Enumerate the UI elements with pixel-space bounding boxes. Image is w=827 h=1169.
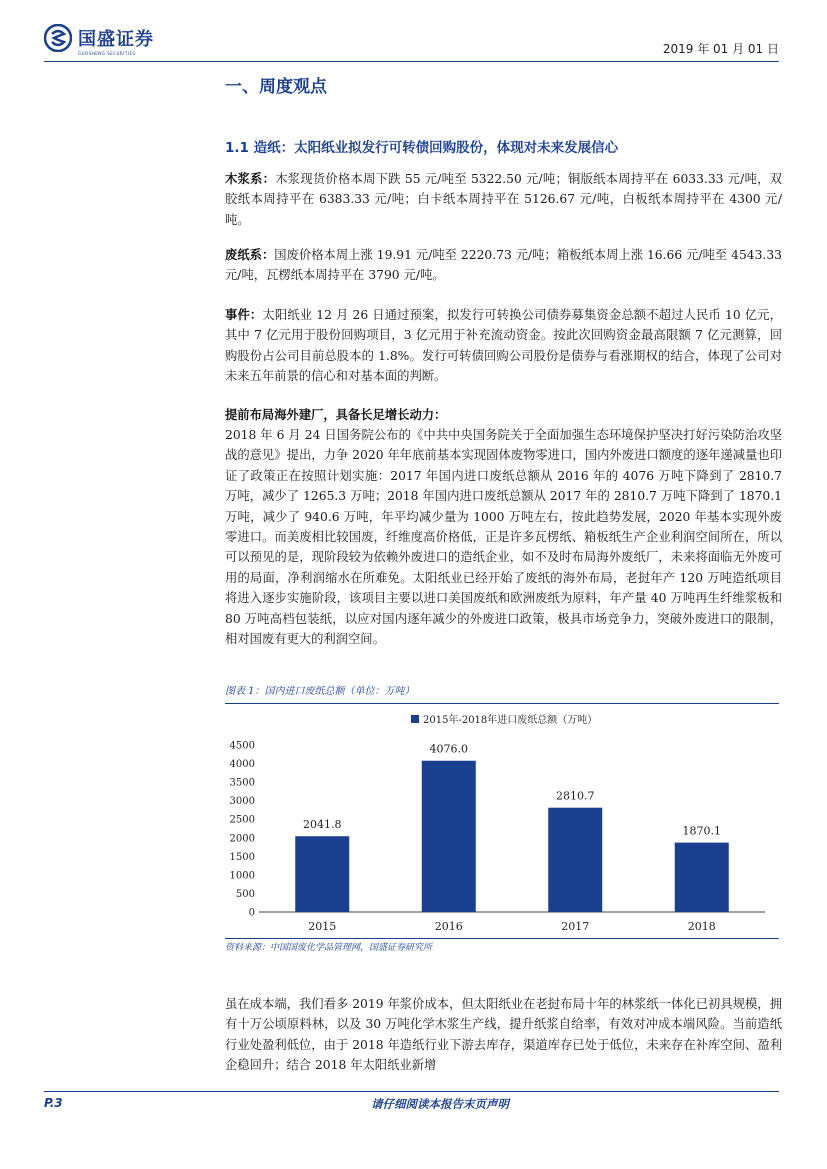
event-paragraph xyxy=(225,305,782,387)
bar-2016 xyxy=(422,761,476,912)
bar-2015 xyxy=(295,836,349,912)
x-tick-label: 2016 xyxy=(434,920,463,933)
x-tick-label: 2015 xyxy=(308,920,337,933)
figure-source: 资料来源：中国国废化学品管理网，国盛证券研究所 xyxy=(225,943,433,953)
y-tick-label: 4000 xyxy=(229,759,255,771)
waste-paragraph xyxy=(225,245,782,286)
brand-name: 国盛证券 xyxy=(78,29,154,50)
y-tick-label: 2000 xyxy=(229,833,255,845)
bar-2018 xyxy=(675,843,729,912)
y-tick-label: 1500 xyxy=(229,851,255,863)
import-waste-paper-chart xyxy=(225,705,779,937)
overseas-title xyxy=(225,405,782,425)
x-axis xyxy=(259,912,765,933)
pulp-paragraph xyxy=(225,169,782,230)
bar-2017 xyxy=(548,808,602,912)
legend-swatch xyxy=(411,715,419,723)
legend-label: 2015年-2018年进口废纸总额（万吨） xyxy=(423,715,598,726)
page-number: P.3 xyxy=(44,1096,63,1110)
overseas-title-text: 提前布局海外建厂，具备长足增长动力： xyxy=(225,407,447,422)
y-tick-label: 2500 xyxy=(229,814,255,826)
y-tick-label: 3000 xyxy=(229,796,255,808)
figure-top-rule xyxy=(225,703,779,704)
data-label-2017: 2810.7 xyxy=(556,789,595,803)
x-tick-label: 2017 xyxy=(561,920,590,933)
data-label-2018: 1870.1 xyxy=(682,824,721,838)
waste-label: 废纸系： xyxy=(225,247,275,262)
data-label-2016: 4076.0 xyxy=(429,742,468,756)
x-tick-label: 2018 xyxy=(687,920,716,933)
pulp-text: 木浆现货价格本周下跌 55 元/吨至 5322.50 元/吨；铜版纸本周持平在 6033.33 元/吨，双胶纸本周持平在 6383.33 元/吨；白卡纸本周持平在 5126.67 元/吨，白板纸本周持平在 4300 元/吨。 xyxy=(225,172,782,227)
waste-text: 国废价格本周上涨 19.91 元/吨至 2220.73 元/吨；箱板纸本周上涨 16.66 元/吨至 4543.33 元/吨，瓦楞纸本周持平在 3790 元/吨。 xyxy=(225,248,782,283)
figure-caption: 图表 1：国内进口废纸总额（单位：万吨） xyxy=(225,686,415,697)
y-tick-label: 3500 xyxy=(229,777,255,789)
company-logo xyxy=(44,24,154,56)
bottom-paragraph: 虽在成本端，我们看多 2019 年浆价成本，但太阳纸业在老挝布局十年的林浆纸一体化已初具规模，拥有十万公顷原料林，以及 30 万吨化学木浆生产线，提升纸浆自给率，有效对冲成本端风险。当前造纸行业处盈利低位，由于 2018 年造纸行业下游去库存，渠道库存已处于低位，未来存在补库空间、盈利企稳回升；结合 2018 年太阳纸业新增 xyxy=(225,997,782,1073)
report-date: 2019 年 01 月 01 日 xyxy=(662,42,779,56)
y-tick-label: 500 xyxy=(235,888,255,900)
sub-heading: 1.1 造纸：太阳纸业拟发行可转债回购股份，体现对未来发展信心 xyxy=(225,140,619,156)
y-axis xyxy=(230,741,255,919)
y-tick-label: 4500 xyxy=(229,740,255,752)
footer-divider xyxy=(44,1091,779,1092)
data-label-2015: 2041.8 xyxy=(303,818,342,832)
chart-legend xyxy=(411,713,597,726)
pulp-label: 木浆系： xyxy=(225,171,276,186)
event-text: 太阳纸业 12 月 26 日通过预案，拟发行可转换公司债券募集资金总额不超过人民币 10 亿元，其中 7 亿元用于股份回购项目，3 亿元用于补充流动资金。按此次回购资金最高限额 7 亿元测算，回购股份占公司目前总股本的 1.8%。发行可转债回购公司股份是债券与看涨期权的结合，体现了公司对未来五年前景的信心和对基本面的判断。 xyxy=(225,308,782,384)
footer-disclaimer: 请仔细阅读本报告末页声明 xyxy=(371,1097,509,1111)
header-divider xyxy=(44,61,779,62)
y-tick-label: 1000 xyxy=(229,870,255,882)
figure-bottom-rule xyxy=(225,938,779,939)
brand-subtitle: GUOSHENG SECURITIES xyxy=(78,51,136,56)
bar-series xyxy=(295,743,729,912)
logo-icon xyxy=(44,24,72,52)
overseas-paragraph: 2018 年 6 月 24 日国务院公布的《中共中央国务院关于全面加强生态环境保护坚决打好污染防治攻坚战的意见》提出，力争 2020 年年底前基本实现固体废物零进口，国内外废进口额度的逐年递减量也印证了政策正在按照计划实施：2017 年国内进口废纸总额从 2016 年的 4076 万吨下降到了 2810.7 万吨，减少了 1265.3 万吨；2018 年国内进口废纸总额从 2017 年的 2810.7 万吨下降到了 1870.1 万吨，减少了 940.6 万吨，年平均减少量为 1000 万吨左右，按此趋势发展，2020 年基本实现外废零进口。而美废相比较国废，纤维度高价格低，正是许多瓦楞纸、箱板纸生产企业利润空间所在，所以可以预见的是，现阶段较为依赖外废进口的造纸企业，如不及时布局海外废纸厂，未来将面临无外废可用的局面，净利润缩水在所难免。太阳纸业已经开始了废纸的海外布局，老挝年产 120 万吨造纸项目将进入逐步实施阶段，该项目主要以进口美国废纸和欧洲废纸为原料，年产量 40 万吨再生纤维浆板和 80 万吨高档包装纸，以应对国内逐年减少的外废进口政策，极具市场竞争力，突破外废进口的限制，相对国废有更大的利润空间。 xyxy=(225,428,782,647)
event-label: 事件： xyxy=(225,307,263,322)
section-title: 一、周度观点 xyxy=(225,77,327,97)
y-tick-label: 0 xyxy=(248,907,255,919)
